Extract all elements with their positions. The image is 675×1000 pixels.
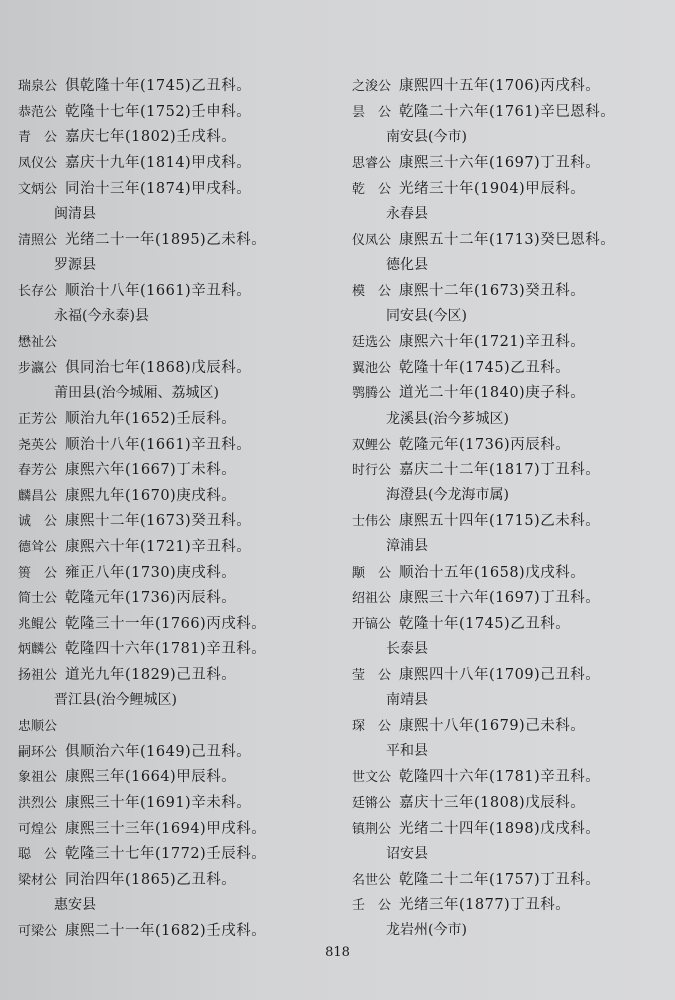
entry-row <box>18 98 336 124</box>
person-name: 洪烈公 <box>18 795 58 811</box>
exam-record: 嘉庆十三年(1808)戊辰科。 <box>399 794 586 811</box>
person-name: 春芳公 <box>18 463 58 479</box>
exam-record: 顺治九年(1652)壬辰科。 <box>65 411 237 428</box>
entry-row <box>18 123 336 149</box>
person-name: 鹗腾公 <box>352 386 392 402</box>
entry-row <box>352 456 667 482</box>
county-heading: 长泰县 <box>386 640 428 657</box>
entry-row <box>18 558 336 584</box>
entry-row <box>18 174 336 200</box>
person-name: 翼池公 <box>352 360 392 376</box>
person-name: 聪 公 <box>18 847 58 863</box>
exam-record: 康熙十二年(1673)癸丑科。 <box>65 513 252 530</box>
entry-row <box>18 917 336 943</box>
person-name: 镇荆公 <box>352 821 392 837</box>
person-name: 开镐公 <box>352 616 392 632</box>
exam-record: 乾隆十七年(1752)壬申科。 <box>65 103 252 120</box>
entry-row <box>18 354 336 380</box>
person-name: 瑞泉公 <box>18 79 58 95</box>
entry-row <box>352 584 667 610</box>
person-name: 恭范公 <box>18 104 58 120</box>
person-name: 篑 公 <box>18 565 58 581</box>
county-heading: 晋江县(治今鲤城区) <box>54 692 177 709</box>
exam-record: 乾隆三十一年(1766)丙戌科。 <box>65 615 267 632</box>
entry-row <box>18 507 336 533</box>
person-name: 长存公 <box>18 284 58 300</box>
county-heading: 南靖县 <box>386 692 428 709</box>
county-heading: 永春县 <box>386 205 428 222</box>
entry-row <box>352 149 667 175</box>
county-heading: 莆田县(治今城厢、荔城区) <box>54 384 219 401</box>
exam-record: 康熙四十八年(1709)己丑科。 <box>399 666 601 683</box>
exam-record: 康熙三十六年(1697)丁丑科。 <box>399 590 601 607</box>
exam-record: 康熙六年(1667)丁未科。 <box>65 462 237 479</box>
exam-record: 乾隆十年(1745)乙丑科。 <box>399 615 571 632</box>
exam-record: 光绪二十一年(1895)乙未科。 <box>65 231 267 248</box>
entry-row <box>18 72 336 98</box>
entry-row <box>18 430 336 456</box>
exam-record: 光绪三年(1877)丁丑科。 <box>399 897 571 914</box>
exam-record: 顺治十八年(1661)辛丑科。 <box>65 283 252 300</box>
exam-record: 乾隆三十七年(1772)壬辰科。 <box>65 846 267 863</box>
exam-record: 康熙三十六年(1697)丁丑科。 <box>399 155 601 172</box>
person-name: 可梁公 <box>18 923 58 939</box>
person-name: 乾 公 <box>352 181 392 197</box>
exam-record: 嘉庆七年(1802)壬戌科。 <box>65 129 237 146</box>
person-name: 清照公 <box>18 232 58 248</box>
person-name: 思睿公 <box>352 156 392 172</box>
person-name: 诚 公 <box>18 514 58 530</box>
person-name: 世文公 <box>352 770 392 786</box>
person-name: 凤仪公 <box>18 156 58 172</box>
exam-record: 康熙六十年(1721)辛丑科。 <box>399 334 586 351</box>
person-name: 正芳公 <box>18 412 58 428</box>
entry-row <box>18 533 336 559</box>
person-name: 青 公 <box>18 130 58 146</box>
person-name: 尧英公 <box>18 437 58 453</box>
exam-record: 顺治十八年(1661)辛丑科。 <box>65 436 252 453</box>
entry-row <box>18 661 336 687</box>
person-name: 忠顺公 <box>18 719 58 735</box>
exam-record: 康熙三十年(1691)辛未科。 <box>65 794 252 811</box>
entry-row <box>352 277 667 303</box>
exam-record: 乾隆四十六年(1781)辛丑科。 <box>65 641 267 658</box>
person-name: 模 公 <box>352 284 392 300</box>
person-name: 绍祖公 <box>352 591 392 607</box>
exam-record: 乾隆四十六年(1781)辛丑科。 <box>399 769 601 786</box>
exam-record: 康熙二十一年(1682)壬戌科。 <box>65 922 267 939</box>
entry-row <box>352 712 667 738</box>
county-heading: 诏安县 <box>386 845 428 862</box>
exam-record: 嘉庆二十二年(1817)丁丑科。 <box>399 462 601 479</box>
person-name: 昙 公 <box>352 104 392 120</box>
person-name: 文炳公 <box>18 181 58 197</box>
entry-row <box>18 149 336 175</box>
exam-record: 嘉庆十九年(1814)甲戌科。 <box>65 155 252 172</box>
entry-row <box>18 226 336 252</box>
exam-record: 道光二十年(1840)庚子科。 <box>399 385 586 402</box>
entry-row <box>352 328 667 354</box>
exam-record: 乾隆元年(1736)丙辰科。 <box>65 590 237 607</box>
person-name: 德耸公 <box>18 539 58 555</box>
county-heading: 惠安县 <box>54 896 96 913</box>
entry-row <box>352 814 667 840</box>
person-name: 壬 公 <box>352 898 392 914</box>
exam-record: 乾隆元年(1736)丙辰科。 <box>399 436 571 453</box>
entry-row <box>352 558 667 584</box>
person-name: 名世公 <box>352 872 392 888</box>
exam-record: 乾隆二十二年(1757)丁丑科。 <box>399 871 601 888</box>
entry-row <box>18 865 336 891</box>
person-name: 麟昌公 <box>18 488 58 504</box>
exam-record: 康熙六十年(1721)辛丑科。 <box>65 538 252 555</box>
county-heading: 平和县 <box>386 743 428 760</box>
entry-row <box>18 737 336 763</box>
entry-row <box>18 712 336 738</box>
entry-row <box>352 226 667 252</box>
exam-record: 乾隆二十六年(1761)辛巳恩科。 <box>399 103 616 120</box>
exam-record: 道光九年(1829)己丑科。 <box>65 666 237 683</box>
entry-row <box>18 635 336 661</box>
entry-row <box>352 430 667 456</box>
person-name: 兆鲲公 <box>18 616 58 632</box>
person-name: 扬祖公 <box>18 667 58 683</box>
person-name: 懋祉公 <box>18 335 58 351</box>
entry-row <box>18 482 336 508</box>
person-name: 之浚公 <box>352 79 392 95</box>
person-name: 颙 公 <box>352 565 392 581</box>
entry-row <box>18 789 336 815</box>
person-name: 步瀛公 <box>18 360 58 376</box>
entry-row <box>352 865 667 891</box>
entry-row <box>352 763 667 789</box>
county-heading: 同安县(今区) <box>386 308 467 325</box>
entry-row <box>18 763 336 789</box>
county-heading: 德化县 <box>386 256 428 273</box>
person-name: 廷选公 <box>352 335 392 351</box>
county-heading: 漳浦县 <box>386 538 428 555</box>
county-heading: 罗源县 <box>54 256 96 273</box>
entry-row <box>352 789 667 815</box>
exam-record: 康熙十八年(1679)己未科。 <box>399 718 586 735</box>
exam-record: 康熙四十五年(1706)丙戌科。 <box>399 78 601 95</box>
exam-record: 光绪三十年(1904)甲辰科。 <box>399 180 586 197</box>
person-name: 梁材公 <box>18 872 58 888</box>
exam-record: 康熙三十三年(1694)甲戌科。 <box>65 820 267 837</box>
exam-record: 乾隆十年(1745)乙丑科。 <box>399 359 571 376</box>
exam-record: 俱顺治六年(1649)己丑科。 <box>65 743 252 760</box>
entry-row <box>18 328 336 354</box>
person-name: 双鲤公 <box>352 437 392 453</box>
left-column <box>18 72 336 942</box>
entry-row <box>352 379 667 405</box>
entry-row <box>352 507 667 533</box>
exam-record: 光绪二十四年(1898)戊戌科。 <box>399 820 601 837</box>
exam-record: 顺治十五年(1658)戊戌科。 <box>399 564 586 581</box>
entry-row <box>352 354 667 380</box>
entry-row <box>352 72 667 98</box>
exam-record: 康熙五十四年(1715)乙未科。 <box>399 513 601 530</box>
person-name: 廷锵公 <box>352 795 392 811</box>
county-heading: 海澄县(今龙海市属) <box>386 487 509 504</box>
exam-record: 俱乾隆十年(1745)乙丑科。 <box>65 78 252 95</box>
county-heading: 龙岩州(今市) <box>386 922 467 939</box>
county-heading: 南安县(今市) <box>386 128 467 145</box>
entry-row <box>18 405 336 431</box>
entry-row <box>352 609 667 635</box>
entry-row <box>352 661 667 687</box>
person-name: 简士公 <box>18 591 58 607</box>
person-name: 时行公 <box>352 463 392 479</box>
exam-record: 康熙五十二年(1713)癸巳恩科。 <box>399 231 616 248</box>
entry-row <box>18 456 336 482</box>
exam-record: 同治十三年(1874)甲戌科。 <box>65 180 252 197</box>
right-column <box>352 72 667 942</box>
exam-record: 俱同治七年(1868)戊辰科。 <box>65 359 252 376</box>
person-name: 炳麟公 <box>18 642 58 658</box>
entry-row <box>18 609 336 635</box>
person-name: 琛 公 <box>352 719 392 735</box>
person-name: 士伟公 <box>352 514 392 530</box>
entry-row <box>18 277 336 303</box>
exam-record: 康熙三年(1664)甲辰科。 <box>65 769 237 786</box>
page-number: 818 <box>325 945 350 960</box>
entry-row <box>352 98 667 124</box>
person-name: 象祖公 <box>18 770 58 786</box>
exam-record: 雍正八年(1730)庚戌科。 <box>65 564 237 581</box>
person-name: 可煌公 <box>18 821 58 837</box>
exam-record: 同治四年(1865)乙丑科。 <box>65 871 237 888</box>
county-heading: 龙溪县(治今芗城区) <box>386 410 509 427</box>
county-heading: 永福(今永泰)县 <box>54 308 149 325</box>
person-name: 仪凤公 <box>352 232 392 248</box>
exam-record: 康熙九年(1670)庚戌科。 <box>65 487 237 504</box>
entry-row <box>352 891 667 917</box>
entry-row <box>352 174 667 200</box>
entry-row <box>18 814 336 840</box>
entry-row <box>18 584 336 610</box>
county-heading: 闽清县 <box>54 205 96 222</box>
person-name: 嗣环公 <box>18 744 58 760</box>
exam-record: 康熙十二年(1673)癸丑科。 <box>399 283 586 300</box>
entry-row <box>18 840 336 866</box>
person-name: 莹 公 <box>352 667 392 683</box>
